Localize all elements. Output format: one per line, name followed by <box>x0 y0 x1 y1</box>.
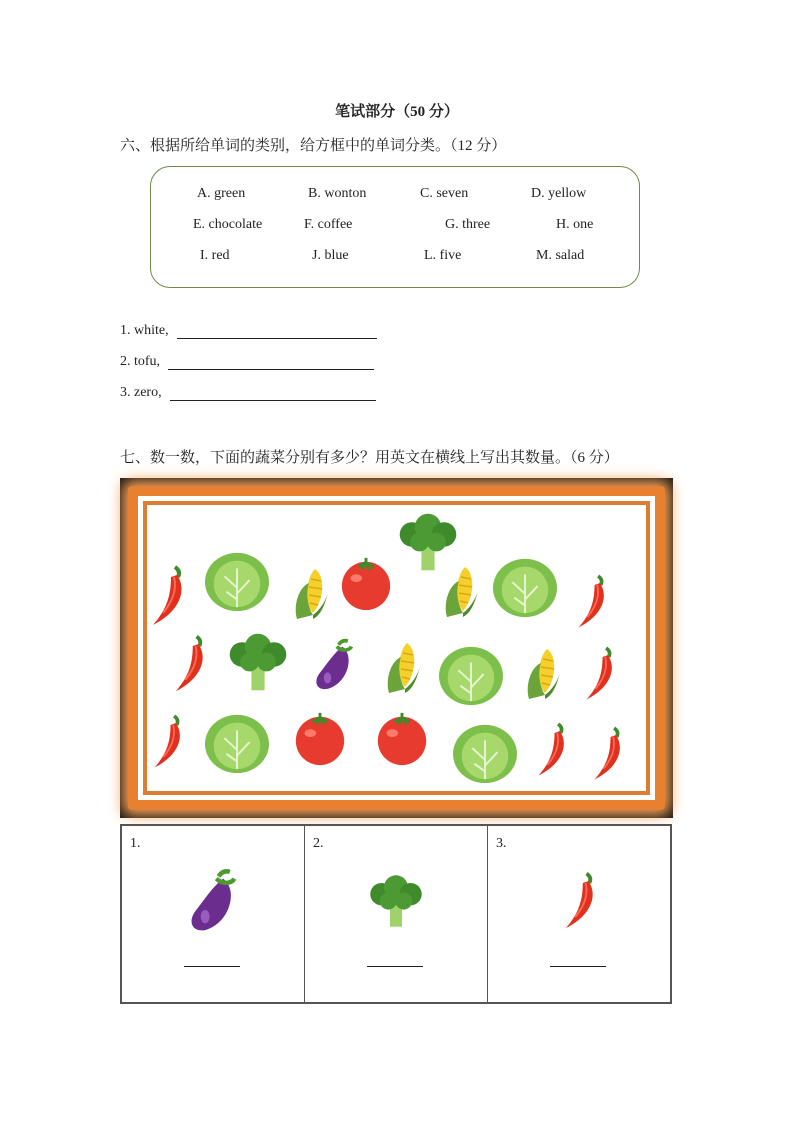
cabbage-icon <box>203 549 271 613</box>
frame-border <box>128 486 665 810</box>
broccoli-icon <box>366 870 426 932</box>
chili-icon <box>147 709 187 771</box>
chili-icon <box>579 641 619 703</box>
page-title: 笔试部分（50 分） <box>335 104 459 120</box>
cell-number: 1. <box>130 836 141 851</box>
chili-icon <box>571 569 611 631</box>
chili-icon <box>531 717 571 779</box>
word-option: L. five <box>424 248 462 263</box>
corn-icon <box>441 563 481 619</box>
classify-item <box>120 354 374 370</box>
word-option: J. blue <box>312 248 349 263</box>
classify-item-label: 3. zero, <box>120 385 162 400</box>
answer-table <box>120 824 672 1004</box>
frame-inner <box>138 496 655 800</box>
corn-icon <box>291 565 331 621</box>
corn-icon <box>523 645 563 701</box>
word-option: F. coffee <box>304 217 353 232</box>
tomato-icon <box>373 709 431 767</box>
chili-icon <box>169 629 209 695</box>
cabbage-icon <box>451 721 519 785</box>
section-six-instruction: 六、根据所给单词的类别，给方框中的单词分类。（12 分） <box>120 138 507 154</box>
word-option: A. green <box>197 186 246 201</box>
word-option: C. seven <box>420 186 469 201</box>
cabbage-icon <box>491 555 559 619</box>
eggplant-icon <box>185 866 241 936</box>
answer-blank[interactable] <box>170 386 376 401</box>
answer-blank[interactable] <box>367 966 423 967</box>
corn-icon <box>383 639 423 695</box>
cell-number: 2. <box>313 836 324 851</box>
classify-item <box>120 385 376 401</box>
word-option: E. chocolate <box>193 217 263 232</box>
classify-item-label: 1. white, <box>120 323 169 338</box>
chili-icon <box>557 866 601 932</box>
word-option: M. salad <box>536 248 585 263</box>
answer-cell <box>305 826 488 1002</box>
classify-item-label: 2. tofu, <box>120 354 161 369</box>
word-option: B. wonton <box>308 186 367 201</box>
answer-blank[interactable] <box>168 355 374 370</box>
eggplant-icon <box>311 637 357 693</box>
word-box <box>150 166 640 288</box>
word-option: I. red <box>200 248 230 263</box>
cabbage-icon <box>203 711 271 775</box>
answer-blank[interactable] <box>550 966 606 967</box>
cabbage-icon <box>437 643 505 707</box>
word-option: G. three <box>445 217 491 232</box>
answer-blank[interactable] <box>177 324 377 339</box>
answer-cell <box>122 826 305 1002</box>
vegetable-picture-frame <box>120 478 673 818</box>
vegetable-picture <box>143 501 650 795</box>
chili-icon <box>587 721 627 783</box>
section-seven-instruction: 七、数一数，下面的蔬菜分别有多少？用英文在横线上写出其数量。（6 分） <box>120 450 619 466</box>
classify-item <box>120 323 377 339</box>
answer-blank[interactable] <box>184 966 240 967</box>
answer-cell <box>488 826 670 1002</box>
tomato-icon <box>337 555 395 611</box>
word-option: D. yellow <box>531 186 587 201</box>
word-option: H. one <box>556 217 594 232</box>
cell-number: 3. <box>496 836 507 851</box>
chili-icon <box>147 559 187 629</box>
broccoli-icon <box>225 631 291 693</box>
tomato-icon <box>291 709 349 767</box>
